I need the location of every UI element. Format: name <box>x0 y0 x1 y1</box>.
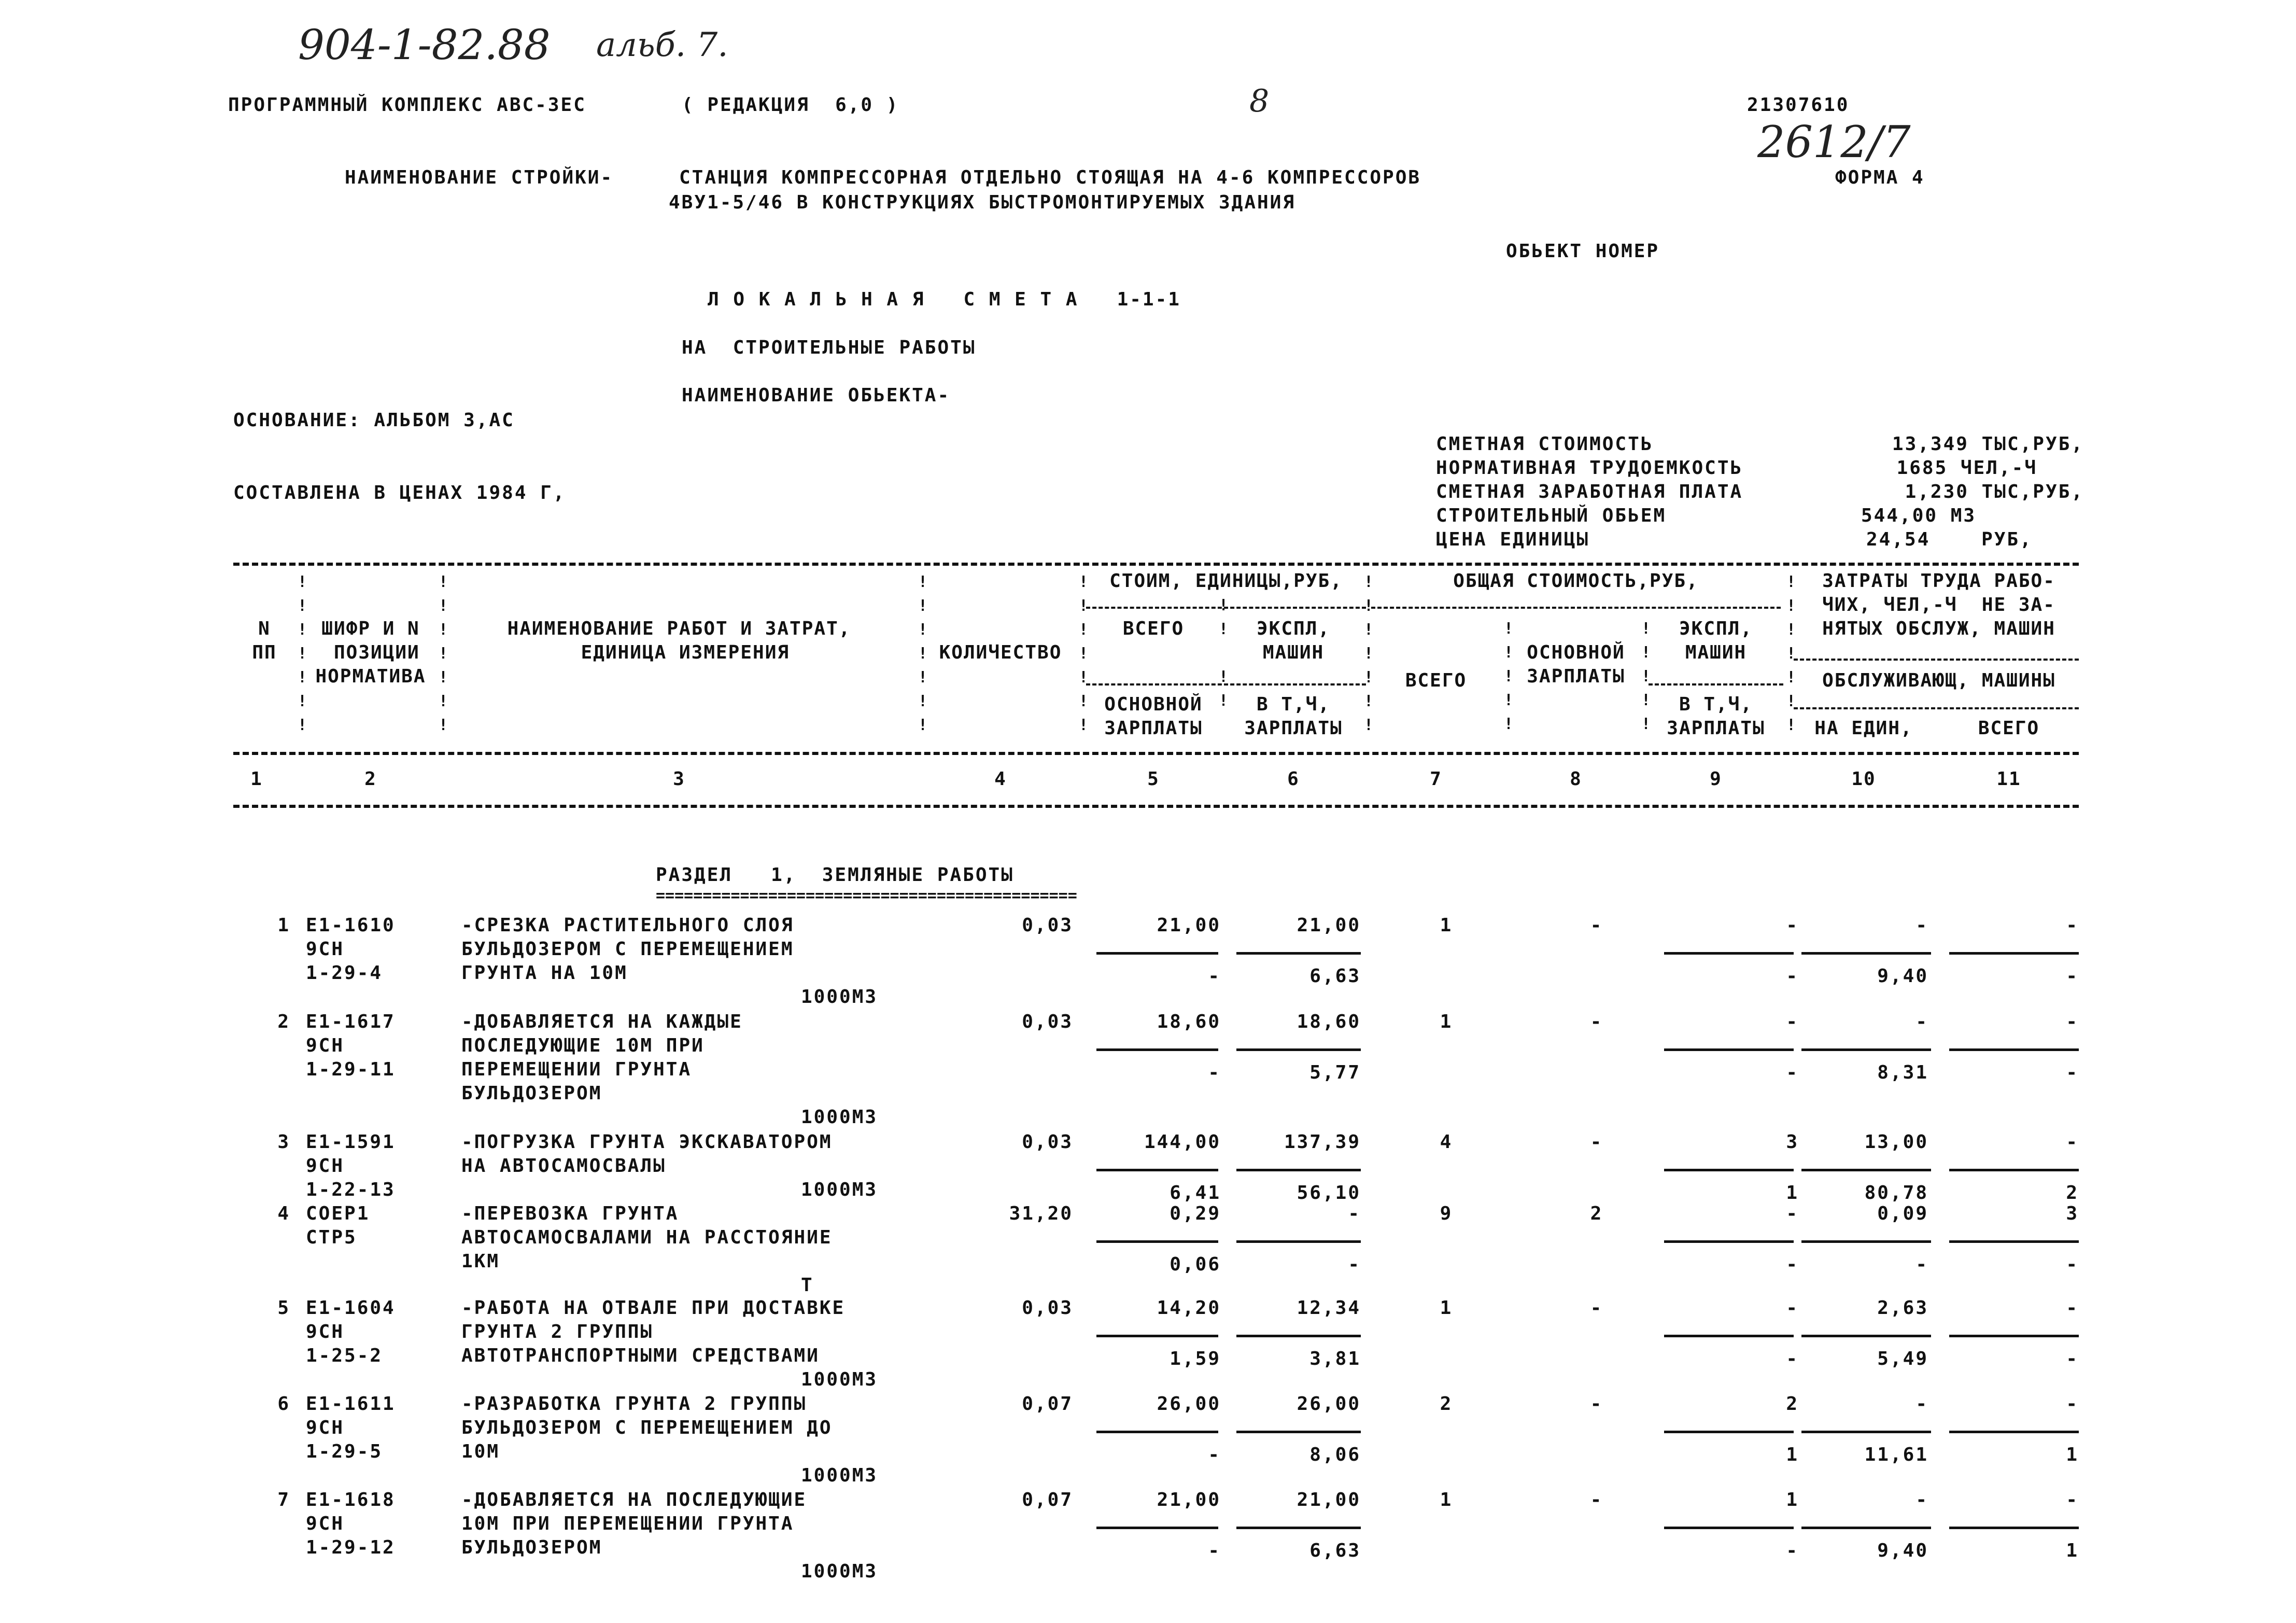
row-value-top: 14,20 <box>1157 1297 1221 1319</box>
row-value-top: 1 <box>1440 915 1453 936</box>
row-value-bottom: 11,61 <box>1864 1444 1928 1465</box>
row-name-line: АВТОСАМОСВАЛАМИ НА РАССТОЯНИЕ <box>461 1227 833 1248</box>
row-value-bottom: - <box>1786 966 1799 987</box>
row-name-line: 10М <box>461 1441 500 1462</box>
col-header-total-cost: ОБЩАЯ СТОИМОСТЬ,РУБ, <box>1453 570 1699 592</box>
row-code-line: Е1-1610 <box>306 915 396 936</box>
handwritten-album: альб. 7. <box>596 26 728 64</box>
row-number: 7 <box>277 1489 290 1510</box>
row-number: 2 <box>277 1011 290 1032</box>
row-value-top: 21,00 <box>1297 915 1361 936</box>
row-value-top: - <box>1590 1489 1603 1510</box>
row-value-separator <box>1236 1169 1361 1171</box>
row-value-top: 0,09 <box>1877 1203 1928 1224</box>
col-header-code: ШИФР И N ПОЗИЦИИ НОРМАТИВА <box>315 618 426 687</box>
summary-value: 13,349 ТЫС,РУБ, <box>1892 433 2084 455</box>
row-code-line: Е1-1604 <box>306 1297 396 1319</box>
row-value-top: 2 <box>1786 1393 1799 1415</box>
row-name-line: БУЛЬДОЗЕРОМ <box>461 1537 602 1558</box>
row-name-line: ПОСЛЕДУЮЩИЕ 10М ПРИ <box>461 1035 705 1056</box>
row-name-line: НА АВТОСАМОСВАЛЫ <box>461 1155 666 1177</box>
row-value-separator <box>1096 1431 1218 1433</box>
price-base: СОСТАВЛЕНА В ЦЕНАХ 1984 Г, <box>233 482 566 503</box>
row-value-separator <box>1096 1335 1218 1337</box>
row-value-separator <box>1801 1240 1931 1243</box>
row-value-bottom: 1 <box>2066 1444 2079 1465</box>
row-unit: 1000М3 <box>801 1369 878 1390</box>
row-code-line: 1-29-11 <box>306 1059 396 1080</box>
row-name-line: БУЛЬДОЗЕРОМ С ПЕРЕМЕЩЕНИЕМ ДО <box>461 1417 833 1438</box>
row-value-bottom: - <box>1786 1348 1799 1369</box>
row-number: 3 <box>277 1131 290 1153</box>
handwritten-page-number: 8 <box>1249 83 1270 119</box>
row-value-separator <box>1949 1335 2079 1337</box>
col-number: 8 <box>1570 768 1582 790</box>
summary-label: СМЕТНАЯ СТОИМОСТЬ <box>1436 433 1654 455</box>
col-header-labor: ЗАТРАТЫ ТРУДА РАБО- ЧИХ, ЧЕЛ,-Ч НЕ ЗА- НЯТЫХ ОБСЛУЖ, МАШИН <box>1822 570 2055 639</box>
row-value-separator <box>1664 1431 1794 1433</box>
row-value-bottom: - <box>2066 1348 2079 1369</box>
col-number: 2 <box>364 768 377 790</box>
row-value-bottom: - <box>1348 1254 1361 1275</box>
row-name-line: АВТОТРАНСПОРТНЫМИ СРЕДСТВАМИ <box>461 1345 820 1366</box>
row-value-bottom: 5,77 <box>1309 1062 1361 1083</box>
col-header-total-base-salary: ОСНОВНОЙ ЗАРПЛАТЫ <box>1527 642 1625 687</box>
construction-label: НАИМЕНОВАНИЕ СТРОЙКИ- <box>345 167 614 188</box>
row-value-separator <box>1664 1240 1794 1243</box>
summary-label: СМЕТНАЯ ЗАРАБОТНАЯ ПЛАТА <box>1436 481 1743 502</box>
row-value-bottom: - <box>2066 1254 2079 1275</box>
row-value-top: 1 <box>1440 1489 1453 1510</box>
row-value-top: - <box>2066 1131 2079 1153</box>
row-value-separator <box>1664 1527 1794 1529</box>
row-value-separator <box>1949 1169 2079 1171</box>
row-name-line: -ДОБАВЛЯЕТСЯ НА КАЖДЫЕ <box>461 1011 743 1032</box>
row-value-bottom: 1,59 <box>1170 1348 1221 1369</box>
row-code-line: 9СН <box>306 939 345 960</box>
row-value-top: 21,00 <box>1297 1489 1361 1510</box>
row-value-top: 26,00 <box>1157 1393 1221 1415</box>
row-name-line: 10М ПРИ ПЕРЕМЕЩЕНИИ ГРУНТА <box>461 1513 794 1534</box>
row-value-top: - <box>1786 915 1799 936</box>
row-value-separator <box>1664 1048 1794 1051</box>
section-title: РАЗДЕЛ 1, ЗЕМЛЯНЫЕ РАБОТЫ <box>656 864 1014 886</box>
row-value-top: 1 <box>1786 1489 1799 1510</box>
col-number: 6 <box>1287 768 1300 790</box>
row-name-line: ГРУНТА 2 ГРУППЫ <box>461 1321 654 1342</box>
row-value-separator <box>1949 1431 2079 1433</box>
row-value-separator <box>1801 1048 1931 1051</box>
row-code-line: 9СН <box>306 1417 345 1438</box>
object-number: ОБЬЕКТ НОМЕР <box>1506 241 1660 262</box>
row-value-separator <box>1949 1240 2079 1243</box>
row-value-bottom: 56,10 <box>1297 1182 1361 1204</box>
row-value-top: 2 <box>1590 1203 1603 1224</box>
row-value-bottom: 6,41 <box>1170 1182 1221 1204</box>
row-value-bottom: 9,40 <box>1877 1540 1928 1561</box>
col-header-unit-cost: СТОИМ, ЕДИНИЦЫ,РУБ, <box>1109 570 1343 592</box>
col-number: 3 <box>673 768 685 790</box>
row-value-top: 21,00 <box>1157 1489 1221 1510</box>
row-code-line: СТР5 <box>306 1227 357 1248</box>
col-number: 5 <box>1147 768 1160 790</box>
row-value-separator <box>1801 1527 1931 1529</box>
row-value-top: 26,00 <box>1297 1393 1361 1415</box>
program-edition: ( РЕДАКЦИЯ 6,0 ) <box>682 94 899 116</box>
row-code-line: 9СН <box>306 1035 345 1056</box>
document-code: 21307610 <box>1747 94 1850 116</box>
summary-value: 544,00 М3 <box>1861 505 1977 526</box>
summary-value: 1,230 ТЫС,РУБ, <box>1905 481 2084 502</box>
row-value-top: - <box>1348 1203 1361 1224</box>
row-value-bottom: 2 <box>2066 1182 2079 1204</box>
row-name-line: ГРУНТА НА 10М <box>461 962 628 984</box>
row-value-top: 12,34 <box>1297 1297 1361 1319</box>
row-value-top: 2,63 <box>1877 1297 1928 1319</box>
row-value-separator <box>1096 1240 1218 1243</box>
col-header-total-incl-salary: В Т,Ч, ЗАРПЛАТЫ <box>1667 694 1765 739</box>
row-value-top: 137,39 <box>1284 1131 1361 1153</box>
row-value-top: - <box>1786 1203 1799 1224</box>
row-value-top: 4 <box>1440 1131 1453 1153</box>
row-value-separator <box>1949 1527 2079 1529</box>
col-header-qty: КОЛИЧЕСТВО <box>939 642 1062 663</box>
row-code-line: Е1-1611 <box>306 1393 396 1415</box>
col-number: 11 <box>1996 768 2021 790</box>
row-value-top: - <box>2066 915 2079 936</box>
construction-line-1: СТАНЦИЯ КОМПРЕССОРНАЯ ОТДЕЛЬНО СТОЯЩАЯ НА 4-6 КОМПРЕССОРОВ <box>679 167 1421 188</box>
row-value-bottom: 0,06 <box>1170 1254 1221 1275</box>
row-value-top: - <box>2066 1297 2079 1319</box>
section-underline: ============================================= <box>656 887 1077 905</box>
col-header-labor-total: ВСЕГО <box>1978 718 2040 739</box>
row-quantity: 0,03 <box>1022 1297 1073 1319</box>
row-value-top: 144,00 <box>1144 1131 1221 1153</box>
summary-label: СТРОИТЕЛЬНЫЙ ОБЬЕМ <box>1436 505 1667 526</box>
row-value-separator <box>1949 1048 2079 1051</box>
row-value-separator <box>1236 952 1361 955</box>
row-value-top: - <box>1590 1011 1603 1032</box>
row-code-line: СОЕР1 <box>306 1203 370 1224</box>
row-value-bottom: - <box>1208 1444 1221 1465</box>
row-value-separator <box>1949 952 2079 955</box>
col-number: 10 <box>1851 768 1876 790</box>
row-quantity: 0,03 <box>1022 1011 1073 1032</box>
row-value-top: - <box>1915 915 1928 936</box>
row-value-top: - <box>1915 1489 1928 1510</box>
basis: ОСНОВАНИЕ: АЛЬБОМ 3,АС <box>233 410 515 431</box>
program-name: ПРОГРАММНЫЙ КОМПЛЕКС АВС-3ЕС <box>228 94 586 116</box>
row-value-separator <box>1801 1169 1931 1171</box>
row-value-separator <box>1236 1240 1361 1243</box>
col-header-total: ВСЕГО <box>1405 670 1467 691</box>
row-value-bottom: - <box>1786 1254 1799 1275</box>
row-value-separator <box>1801 1431 1931 1433</box>
row-number: 4 <box>277 1203 290 1224</box>
row-unit: 1000М3 <box>801 1465 878 1486</box>
row-number: 5 <box>277 1297 290 1319</box>
row-unit: 1000М3 <box>801 1107 878 1128</box>
handwritten-registration: 2612/7 <box>1757 117 1911 167</box>
row-value-top: 3 <box>1786 1131 1799 1153</box>
row-value-bottom: - <box>1208 1062 1221 1083</box>
row-value-bottom: 1 <box>2066 1540 2079 1561</box>
row-value-bottom: 1 <box>1786 1444 1799 1465</box>
row-name-line: -ПОГРУЗКА ГРУНТА ЭКСКАВАТОРОМ <box>461 1131 833 1153</box>
row-value-separator <box>1801 952 1931 955</box>
row-value-top: 2 <box>1440 1393 1453 1415</box>
row-value-top: 18,60 <box>1157 1011 1221 1032</box>
col-number: 1 <box>250 768 263 790</box>
row-value-top: 3 <box>2066 1203 2079 1224</box>
row-code-line: Е1-1618 <box>306 1489 396 1510</box>
row-unit: 1000М3 <box>801 1561 878 1582</box>
row-name-line: ПЕРЕМЕЩЕНИИ ГРУНТА <box>461 1059 692 1080</box>
row-value-separator <box>1236 1335 1361 1337</box>
row-value-separator <box>1664 952 1794 955</box>
row-value-bottom: 80,78 <box>1864 1182 1928 1204</box>
row-value-separator <box>1664 1169 1794 1171</box>
row-value-separator <box>1236 1527 1361 1529</box>
form-number: ФОРМА 4 <box>1835 167 1925 188</box>
row-code-line: 1-22-13 <box>306 1179 396 1200</box>
object-name: НАИМЕНОВАНИЕ ОБЬЕКТА- <box>682 385 951 406</box>
row-code-line: Е1-1591 <box>306 1131 396 1153</box>
row-value-top: - <box>1915 1011 1928 1032</box>
row-value-bottom: - <box>1208 1540 1221 1561</box>
row-value-top: 0,29 <box>1170 1203 1221 1224</box>
row-value-separator <box>1664 1335 1794 1337</box>
row-value-bottom: 6,63 <box>1309 966 1361 987</box>
row-value-bottom: - <box>1915 1254 1928 1275</box>
row-number: 1 <box>277 915 290 936</box>
row-value-separator <box>1236 1048 1361 1051</box>
row-quantity: 31,20 <box>1009 1203 1073 1224</box>
row-value-separator <box>1096 952 1218 955</box>
row-value-top: 18,60 <box>1297 1011 1361 1032</box>
row-value-separator <box>1236 1431 1361 1433</box>
row-code-line: 1-29-12 <box>306 1537 396 1558</box>
row-quantity: 0,03 <box>1022 915 1073 936</box>
document-title: Л О К А Л Ь Н А Я С М Е Т А 1-1-1 <box>708 289 1181 310</box>
row-quantity: 0,07 <box>1022 1489 1073 1510</box>
summary-label: ЦЕНА ЕДИНИЦЫ <box>1436 529 1590 550</box>
col-number: 9 <box>1710 768 1722 790</box>
row-value-top: 1 <box>1440 1297 1453 1319</box>
row-value-top: - <box>2066 1393 2079 1415</box>
row-value-top: - <box>1590 915 1603 936</box>
summary-value: 24,54 РУБ, <box>1866 529 2033 550</box>
col-number: 4 <box>994 768 1007 790</box>
col-header-total-machines: ЭКСПЛ, МАШИН <box>1679 618 1753 663</box>
construction-line-2: 4ВУ1-5/46 В КОНСТРУКЦИЯХ БЫСТРОМОНТИРУЕМЫХ ЗДАНИЯ <box>669 192 1296 213</box>
col-header-labor-service: ОБСЛУЖИВАЮЩ, МАШИНЫ <box>1822 670 2055 691</box>
row-code-line: 1-25-2 <box>306 1345 383 1366</box>
row-value-top: - <box>1590 1393 1603 1415</box>
col-header-unit-base-salary: ОСНОВНОЙ ЗАРПЛАТЫ <box>1104 694 1203 739</box>
row-value-top: - <box>2066 1489 2079 1510</box>
row-value-top: - <box>1915 1393 1928 1415</box>
document-subtitle: НА СТРОИТЕЛЬНЫЕ РАБОТЫ <box>682 337 976 358</box>
row-value-top: - <box>1786 1297 1799 1319</box>
row-value-top: 9 <box>1440 1203 1453 1224</box>
row-unit: Т <box>801 1275 814 1296</box>
row-value-bottom: 1 <box>1786 1182 1799 1204</box>
row-name-line: -РАЗРАБОТКА ГРУНТА 2 ГРУППЫ <box>461 1393 807 1415</box>
row-quantity: 0,03 <box>1022 1131 1073 1153</box>
row-value-separator <box>1096 1048 1218 1051</box>
row-value-bottom: 8,31 <box>1877 1062 1928 1083</box>
col-header-unit-incl-salary: В Т,Ч, ЗАРПЛАТЫ <box>1244 694 1343 739</box>
col-number: 7 <box>1430 768 1442 790</box>
row-value-bottom: 5,49 <box>1877 1348 1928 1369</box>
col-header-name: НАИМЕНОВАНИЕ РАБОТ И ЗАТРАТ, ЕДИНИЦА ИЗМЕРЕНИЯ <box>507 618 851 663</box>
row-value-bottom: - <box>2066 966 2079 987</box>
row-value-bottom: - <box>1786 1062 1799 1083</box>
col-header-unit-total: ВСЕГО <box>1122 618 1185 639</box>
row-name-line: -ПЕРЕВОЗКА ГРУНТА <box>461 1203 679 1224</box>
row-name-line: БУЛЬДОЗЕРОМ <box>461 1083 602 1104</box>
row-unit: 1000М3 <box>801 986 878 1008</box>
row-name-line: 1КМ <box>461 1251 500 1272</box>
row-value-separator <box>1096 1527 1218 1529</box>
row-value-bottom: 8,06 <box>1309 1444 1361 1465</box>
row-value-bottom: - <box>1786 1540 1799 1561</box>
row-code-line: 9СН <box>306 1321 345 1342</box>
row-code-line: 1-29-4 <box>306 962 383 984</box>
row-value-top: - <box>1590 1131 1603 1153</box>
row-quantity: 0,07 <box>1022 1393 1073 1415</box>
row-code-line: 1-29-5 <box>306 1441 383 1462</box>
row-value-separator <box>1801 1335 1931 1337</box>
row-number: 6 <box>277 1393 290 1415</box>
row-code-line: 9СН <box>306 1155 345 1177</box>
row-value-bottom: 3,81 <box>1309 1348 1361 1369</box>
summary-label: НОРМАТИВНАЯ ТРУДОЕМКОСТЬ <box>1436 457 1743 479</box>
row-value-top: 1 <box>1440 1011 1453 1032</box>
row-value-top: - <box>1786 1011 1799 1032</box>
row-name-line: БУЛЬДОЗЕРОМ С ПЕРЕМЕЩЕНИЕМ <box>461 939 794 960</box>
row-value-top: - <box>1590 1297 1603 1319</box>
row-value-bottom: 6,63 <box>1309 1540 1361 1561</box>
col-header-labor-unit: НА ЕДИН, <box>1814 718 1913 739</box>
row-code-line: 9СН <box>306 1513 345 1534</box>
row-value-separator <box>1096 1169 1218 1171</box>
col-header-unit-machines: ЭКСПЛ, МАШИН <box>1256 618 1331 663</box>
row-value-top: 13,00 <box>1864 1131 1928 1153</box>
row-value-bottom: 9,40 <box>1877 966 1928 987</box>
row-value-bottom: - <box>1208 966 1221 987</box>
row-value-top: 21,00 <box>1157 915 1221 936</box>
handwritten-project-code: 904-1-82.88 <box>298 21 551 69</box>
row-code-line: Е1-1617 <box>306 1011 396 1032</box>
row-unit: 1000М3 <box>801 1179 878 1200</box>
summary-value: 1685 ЧЕЛ,-Ч <box>1896 457 2037 479</box>
row-value-top: - <box>2066 1011 2079 1032</box>
row-value-bottom: - <box>2066 1062 2079 1083</box>
col-header-n: N ПП <box>252 618 277 663</box>
row-name-line: -РАБОТА НА ОТВАЛЕ ПРИ ДОСТАВКЕ <box>461 1297 846 1319</box>
row-name-line: -ДОБАВЛЯЕТСЯ НА ПОСЛЕДУЮЩИЕ <box>461 1489 807 1510</box>
row-name-line: -СРЕЗКА РАСТИТЕЛЬНОГО СЛОЯ <box>461 915 794 936</box>
